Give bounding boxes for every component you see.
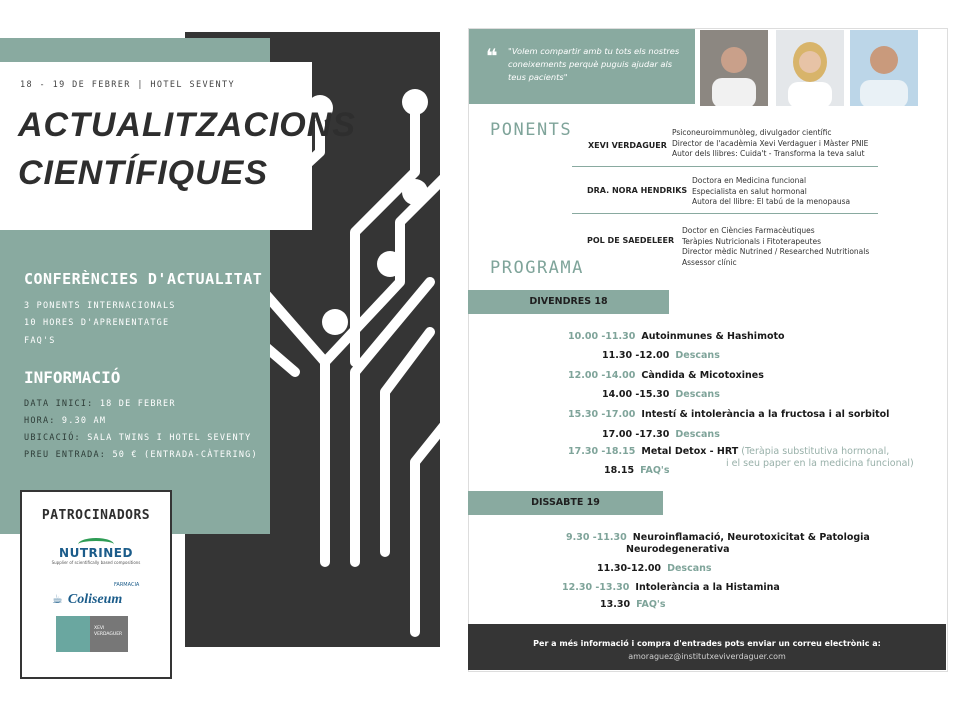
schedule-row xyxy=(604,465,670,476)
session-title: Neuroinflamació, Neurotoxicitat & Patologia xyxy=(632,532,870,543)
schedule-row xyxy=(602,350,720,361)
session-time: 10.00 -11.30 xyxy=(568,331,636,342)
speaker-desc-line: Psiconeuroimmunòleg, divulgador científic xyxy=(672,128,832,137)
info-row xyxy=(24,450,258,460)
footer xyxy=(468,624,946,670)
info-key: HORA: xyxy=(24,416,56,426)
brain-tree-icon xyxy=(56,616,90,652)
session-title: Descans xyxy=(675,389,720,400)
speaker-desc-line: Autor dels llibres: Cuida't - Transforma la teva salut xyxy=(672,149,865,158)
xv-logo-text1: XEVI xyxy=(94,626,105,631)
session-title: Descans xyxy=(675,429,720,440)
main-title-line2: CIENTÍFIQUES xyxy=(18,154,269,192)
teal-band-top xyxy=(0,38,270,63)
session-time: 11.30 -12.00 xyxy=(602,350,670,361)
info-value: 18 DE FEBRER xyxy=(99,399,176,409)
event-dates: 18 - 19 DE FEBRER | HOTEL SEVENTY xyxy=(20,80,236,90)
session-title: Metal Detox - HRT xyxy=(641,446,739,457)
session-time: 15.30 -17.00 xyxy=(568,409,636,420)
info-value: SALA TWINS I HOTEL SEVENTY xyxy=(87,433,252,443)
speaker-description xyxy=(672,128,868,160)
speaker-desc-line: Especialista en salut hormonal xyxy=(692,186,807,196)
day-label: DIVENDRES 18 xyxy=(529,296,608,307)
speaker-photo xyxy=(850,30,918,106)
info-key: PREU ENTRADA: xyxy=(24,450,107,460)
speaker-name: XEVI VERDAGUER xyxy=(588,141,667,150)
session-time: 14.00 -15.30 xyxy=(602,389,670,400)
info-key: DATA INICI: xyxy=(24,399,94,409)
day-header-friday xyxy=(468,290,669,314)
schedule-row xyxy=(600,599,666,610)
schedule-row xyxy=(566,532,870,543)
session-time: 17.00 -17.30 xyxy=(602,429,670,440)
conf-line: 3 PONENTS INTERNACIONALS xyxy=(24,301,176,311)
nutrined-arc-icon xyxy=(78,538,114,551)
session-time: 11.30-12.00 xyxy=(597,563,662,574)
info-row xyxy=(24,416,106,426)
schedule-row xyxy=(597,563,712,574)
speaker-desc-line: Director mèdic Nutrined / Researched Nutritionals xyxy=(682,247,870,256)
nutrined-logo xyxy=(48,536,144,570)
session-time: 12.00 -14.00 xyxy=(568,370,636,381)
session-title: Descans xyxy=(667,563,712,574)
info-row xyxy=(24,399,176,409)
speaker-desc-line: Director de l'acadèmia Xevi Verdaguer i Màster PNIE xyxy=(672,138,869,148)
quote-text: "Volem compartir amb tu tots els nostres coneixements perquè puguis ajudar als teus pacients" xyxy=(508,46,680,82)
session-subtitle: i el seu paper en la medicina funcional) xyxy=(726,458,914,469)
info-row xyxy=(24,433,251,443)
session-title: FAQ's xyxy=(636,599,666,610)
speaker-desc-line: Doctora en Medicina funcional xyxy=(692,176,807,185)
footer-text: Per a més informació i compra d'entrades pots enviar un correu electrònic a: xyxy=(533,639,881,648)
xv-logo-text2: VERDAGUER xyxy=(94,632,123,637)
separator xyxy=(572,213,878,214)
session-title: Càndida & Micotoxines xyxy=(641,370,764,381)
separator xyxy=(572,166,878,167)
day-header-saturday xyxy=(468,491,663,515)
session-subtitle: (Teràpia substitutiva hormonal, xyxy=(741,446,890,457)
session-title: Descans xyxy=(675,350,720,361)
schedule-row xyxy=(602,429,720,440)
session-time: 13.30 xyxy=(600,599,631,610)
sponsors-heading: PATROCINADORS xyxy=(41,508,151,523)
session-time: 17.30 -18.15 xyxy=(568,446,636,457)
speaker-desc-line: Teràpies Nutricionals i Fitoterapeutes xyxy=(682,236,822,246)
coliseum-label: FARMACIA xyxy=(114,582,140,588)
coliseum-logo xyxy=(52,582,148,612)
coliseum-name: Coliseum xyxy=(67,592,123,607)
pharmacy-cup-icon: ☕ xyxy=(52,592,63,606)
schedule-row xyxy=(562,582,780,593)
info-key: UBICACIÓ: xyxy=(24,433,81,443)
conf-line: FAQ'S xyxy=(24,336,56,346)
session-title: Autoinmunes & Hashimoto xyxy=(641,331,785,342)
main-title-line1: ACTUALITZACIONS xyxy=(18,106,356,144)
speaker-desc-line: Doctor en Ciències Farmacèutiques xyxy=(682,226,815,235)
info-heading: INFORMACIÓ xyxy=(24,368,121,387)
conf-line: 10 HORES D'APRENENTATGE xyxy=(24,318,170,328)
session-title-cont: Neurodegenerativa xyxy=(626,544,730,555)
speaker-desc-line: Assessor clínic xyxy=(682,257,737,267)
schedule-row xyxy=(568,331,785,342)
speaker-name: DRA. NORA HENDRIKS xyxy=(587,186,688,195)
session-title: Intestí & intolerància a la fructosa i al sorbitol xyxy=(641,409,890,420)
session-title: Intolerància a la Histamina xyxy=(635,582,780,593)
session-time: 12.30 -13.30 xyxy=(562,582,630,593)
session-time: 18.15 xyxy=(604,465,635,476)
schedule-row xyxy=(568,446,889,457)
program-heading: PROGRAMA xyxy=(490,258,584,278)
xevi-verdaguer-logo xyxy=(56,616,128,652)
quote-icon: ❝ xyxy=(486,44,498,68)
speaker-description xyxy=(682,226,869,268)
info-value: 50 € (ENTRADA-CÀTERING) xyxy=(112,450,258,460)
speaker-photo xyxy=(776,30,844,106)
sponsors-box xyxy=(20,490,172,679)
speaker-photo xyxy=(700,30,768,106)
info-value: 9.30 AM xyxy=(61,416,107,426)
nutrined-tagline: Supplier of scientifically based compositions xyxy=(51,560,141,565)
speaker-name: POL DE SAEDELEER xyxy=(587,236,675,245)
speakers-heading: PONENTS xyxy=(490,120,573,140)
schedule-row xyxy=(568,409,889,420)
speaker-description xyxy=(692,176,850,208)
speaker-desc-line: Autora del llibre: El tabú de la menopausa xyxy=(692,197,851,206)
schedule-row xyxy=(568,370,764,381)
schedule-row xyxy=(602,389,720,400)
session-title: FAQ's xyxy=(640,465,670,476)
day-label: DISSABTE 19 xyxy=(531,497,600,508)
conferences-heading: CONFERÈNCIES D'ACTUALITAT xyxy=(24,270,263,288)
session-time: 9.30 -11.30 xyxy=(566,532,627,543)
footer-email[interactable]: amoraguez@institutxeviverdaguer.com xyxy=(628,652,786,661)
nutrined-name: NUTRINED xyxy=(59,546,133,560)
